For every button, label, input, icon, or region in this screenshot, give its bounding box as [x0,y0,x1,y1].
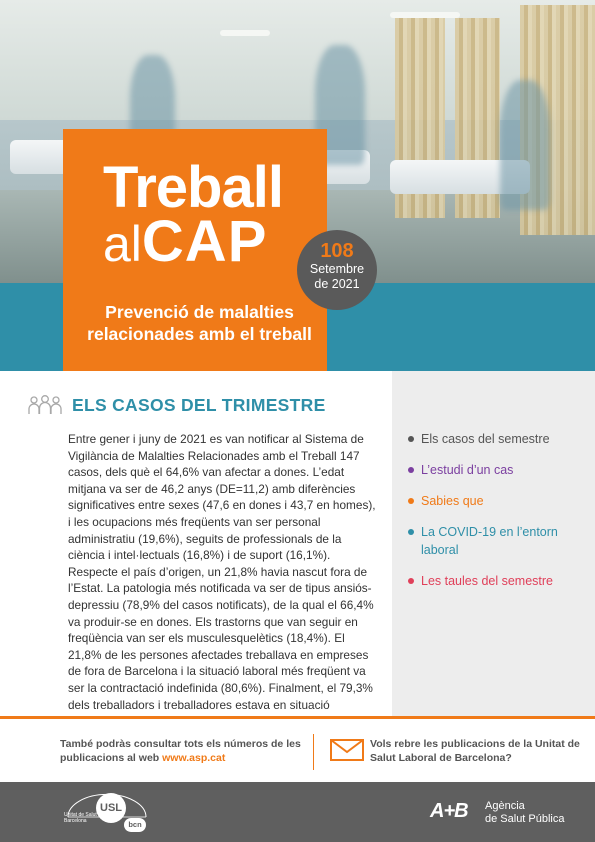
bullet-dot [408,436,414,442]
asp-line2: de Salut Pública [485,813,565,825]
bullet-dot [408,498,414,504]
web-link[interactable]: www.asp.cat [162,752,226,764]
sidebar-item-taules[interactable] [408,572,588,590]
title-treball: Treball [103,155,283,220]
sidebar-item-label: Els casos del semestre [421,432,550,446]
people-icon [28,393,62,417]
sidebar-item-estudi[interactable] [408,461,588,479]
section-heading [28,393,326,417]
bullet-dot [408,529,414,535]
subtitle: Prevenció de malalties relacionades amb el treball [87,302,312,344]
asp-logo-mark: A+B [430,800,468,822]
issue-month: Setembre [309,262,365,276]
mail-icon[interactable] [330,738,364,762]
issue-number: 108 [320,240,354,262]
issue-badge [297,230,377,310]
title-al-cap [103,209,327,285]
usl-subtitle: Unitat de Salut Laboral de Barcelona [64,812,122,824]
sidebar-item-label: Les taules del semestre [421,574,554,588]
info-subscribe[interactable]: Vols rebre les publicacions de la Unitat de Salut Laboral de Barcelona? [370,738,580,764]
title-al: al [103,216,142,272]
title-cap: CAP [141,209,268,274]
asp-logo-text [485,800,565,826]
sidebar-item-label: Sabies que [421,494,484,508]
title-box [63,129,327,371]
body-paragraph: Entre gener i juny de 2021 es van notificar al Sistema de Vigilància de Malalties Relacionades amb el Treball 147 casos, dels què el 64,6% van afectar a dones. L’edat mitjana va ser de 46,2 anys (DE=11,2) amb diferències significatives entre sexes (47,6 en dones i 43,7 en homes), i les ocupacions més freqüents van ser personal administratiu (19,6%), seguits de professionals de la ciència i intel·lectuals (16,8%) i de suport (16,1%). Respecte el país d’origen, un 21,8% havia nascut fora de l’Estat. La patologia més notificada va ser de tipus ansiós-depressiu (78,9% del casos notificats), de la qual el 66,4% va produir-se en dones. Els trastorns que van seguir en freqüència van ser els musculesquelètics (18,4%). El 21,8% de les persones afectades treballava en empreses de fora de Barcelona i la situació laboral més freqüent va ser la contractació indefinida (80,6%). Finalment, el 79,3% dels treballadors i treballadores estava en situació [68,432,376,712]
usl-logo: USL [96,793,126,823]
sidebar-item-sabies[interactable] [408,492,588,510]
sidebar-item-covid[interactable] [408,523,588,559]
asp-line1: Agència [485,800,525,812]
bullet-dot [408,578,414,584]
sidebar-item-label: L’estudi d’un cas [421,463,514,477]
bullet-dot [408,467,414,473]
section-title: ELS CASOS DEL TRIMESTRE [72,394,326,415]
bcn-badge: bcn [124,818,146,832]
info-web-text: També podràs consultar tots els números de les publicacions al web [60,738,301,764]
sidebar-item-label: La COVID-19 en l’entorn laboral [421,525,558,557]
info-web [60,737,310,765]
issue-year: de 2021 [314,277,360,291]
sidebar-list [408,430,588,603]
sidebar-item-casos[interactable] [408,430,588,448]
hero-ceiling-lamp [220,30,270,36]
hero-figure [500,80,550,210]
info-separator [313,734,314,770]
